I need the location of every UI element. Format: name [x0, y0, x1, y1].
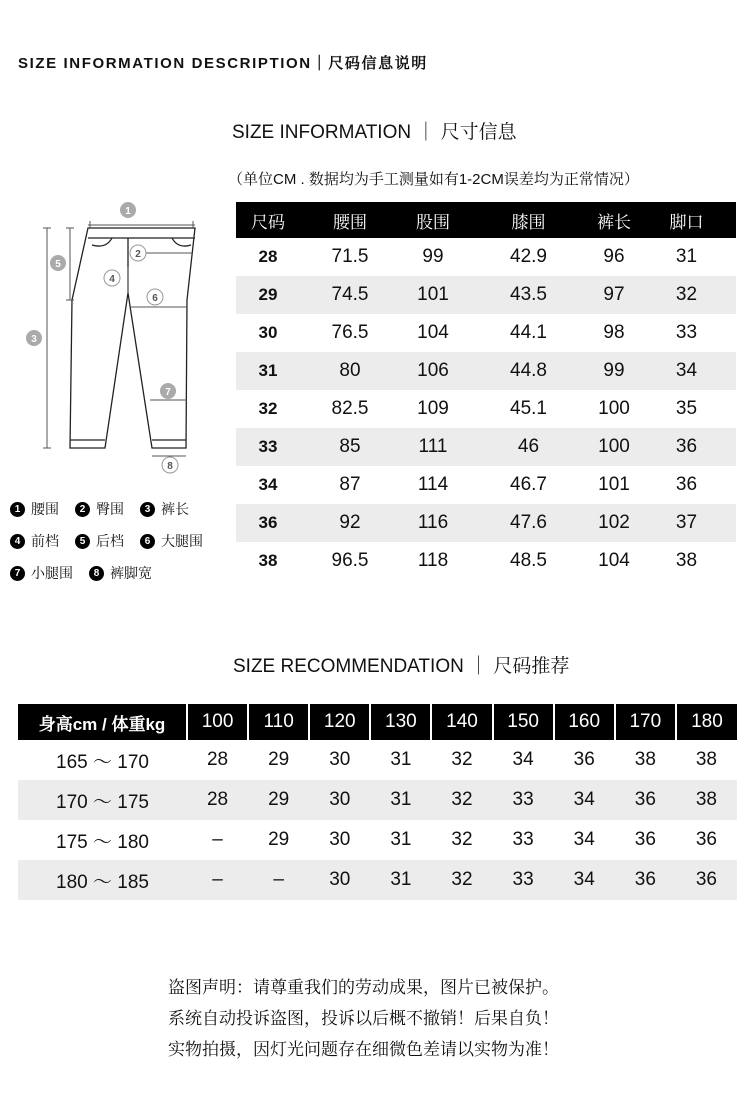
svg-text:8: 8	[167, 461, 173, 472]
table-row	[236, 352, 736, 390]
recommended-size-cell: 32	[451, 829, 473, 850]
measure-cell: 114	[417, 474, 449, 495]
svg-text:4: 4	[109, 274, 115, 285]
measure-cell: 38	[675, 550, 698, 571]
measure-cell: 46	[466, 428, 591, 466]
measure-cell: 111	[400, 428, 466, 466]
column-header: 腰围	[300, 202, 400, 238]
svg-text:6: 6	[152, 293, 158, 304]
number-badge-icon: 8	[89, 566, 104, 581]
recommended-size-cell: 30	[309, 780, 370, 820]
weight-header: 130	[370, 704, 431, 740]
measure-cell: 35	[675, 398, 698, 419]
column-header: 脚口	[637, 202, 736, 238]
table-row	[18, 780, 737, 820]
pants-diagram	[20, 195, 220, 480]
number-badge-icon: 1	[10, 502, 25, 517]
measurement-legend	[10, 493, 219, 589]
size-recommendation-title: SIZE RECOMMENDATION ｜ 尺码推荐	[233, 656, 570, 677]
svg-text:1: 1	[125, 206, 131, 217]
recommended-size-cell: 30	[329, 749, 351, 770]
recommended-size-cell: 36	[615, 780, 676, 820]
recommended-size-cell: 36	[615, 860, 676, 900]
notice-line: 盗图声明：请尊重我们的劳动成果，图片已被保护。	[168, 978, 559, 997]
size-cell: 32	[258, 399, 278, 418]
recommended-size-cell: –	[187, 860, 248, 900]
height-range-cell: 165 ～ 170	[56, 751, 149, 773]
number-badge-icon: 6	[140, 534, 155, 549]
table-row	[236, 504, 736, 542]
height-range-cell: 180 ～ 185	[18, 860, 187, 900]
table-row	[236, 314, 736, 352]
notice-line: 系统自动投诉盗图，投诉以后概不撤销！后果自负！	[168, 1009, 559, 1028]
marker-4-icon	[104, 270, 120, 286]
measure-cell: 98	[603, 322, 625, 343]
legend-item: 3 裤长	[140, 499, 189, 519]
recommended-size-cell: 33	[493, 860, 554, 900]
measure-cell: 100	[591, 428, 637, 466]
recommended-size-cell: 33	[493, 780, 554, 820]
number-badge-icon: 5	[75, 534, 90, 549]
svg-text:5: 5	[55, 259, 61, 270]
legend-item: 2 臀围	[75, 499, 124, 519]
marker-7-icon	[160, 383, 176, 399]
measure-cell: 44.8	[466, 352, 591, 390]
measure-cell: 104	[417, 322, 449, 343]
weight-header: 110	[248, 704, 309, 740]
column-header: 尺码	[236, 202, 300, 238]
size-cell: 28	[258, 247, 278, 266]
pants-outline-icon	[70, 228, 195, 448]
measure-cell: 46.7	[510, 474, 547, 495]
table-row	[18, 820, 737, 860]
weight-header: 150	[493, 704, 554, 740]
size-cell: 38	[258, 551, 278, 570]
measure-cell: 97	[591, 276, 637, 314]
recommended-size-cell: 36	[573, 749, 595, 770]
recommended-size-cell: 28	[187, 780, 248, 820]
measure-cell: 109	[417, 398, 449, 419]
recommended-size-cell: 32	[431, 860, 492, 900]
table-header-row	[18, 704, 737, 740]
weight-header: 120	[309, 704, 370, 740]
recommended-size-cell: –	[212, 829, 223, 850]
legend-item: 8 裤脚宽	[89, 563, 152, 583]
legend-item: 4 前档	[10, 531, 59, 551]
recommended-size-cell: 30	[309, 860, 370, 900]
column-header: 股围	[400, 202, 466, 238]
weight-header: 180	[676, 704, 737, 740]
measure-cell: 32	[637, 276, 736, 314]
table-row	[18, 860, 737, 900]
table-row	[236, 542, 736, 580]
measure-lines	[43, 221, 195, 456]
legend-item: 5 后档	[75, 531, 124, 551]
size-cell: 30	[258, 323, 278, 342]
recommended-size-cell: 31	[390, 749, 412, 770]
corner-header: 身高cm / 体重kg	[18, 704, 187, 740]
measure-cell: 99	[591, 352, 637, 390]
recommended-size-cell: 34	[512, 749, 534, 770]
marker-3-icon	[26, 330, 42, 346]
svg-text:2: 2	[135, 249, 141, 260]
marker-6-icon	[147, 289, 163, 305]
measure-cell: 48.5	[510, 550, 547, 571]
measure-cell: 36	[637, 428, 736, 466]
recommended-size-cell: 31	[370, 860, 431, 900]
measure-cell: 101	[598, 474, 630, 495]
column-header: 裤长	[591, 202, 637, 238]
recommended-size-cell: 31	[370, 780, 431, 820]
size-cell: 34	[258, 475, 278, 494]
size-recommendation-table	[18, 704, 737, 900]
recommended-size-cell: 38	[634, 749, 656, 770]
notice-line: 实物拍摄，因灯光问题存在细微色差请以实物为准！	[168, 1040, 559, 1059]
measure-cell: 76.5	[331, 322, 369, 343]
height-range-cell: 170 ～ 175	[18, 780, 187, 820]
measure-cell: 100	[598, 398, 630, 419]
measure-cell: 36	[675, 474, 698, 495]
size-info-title: SIZE INFORMATION ｜ 尺寸信息	[232, 122, 517, 143]
size-cell: 29	[236, 276, 300, 314]
size-cell: 33	[236, 428, 300, 466]
measure-cell: 74.5	[300, 276, 400, 314]
weight-header: 170	[615, 704, 676, 740]
recommended-size-cell: 38	[676, 780, 737, 820]
number-badge-icon: 3	[140, 502, 155, 517]
number-badge-icon: 2	[75, 502, 90, 517]
measure-cell: 118	[417, 550, 449, 571]
recommended-size-cell: 36	[695, 829, 717, 850]
recommended-size-cell: 29	[268, 829, 290, 850]
table-row	[236, 390, 736, 428]
number-badge-icon: 7	[10, 566, 25, 581]
recommended-size-cell: 36	[634, 829, 656, 850]
measure-cell: 37	[637, 504, 736, 542]
height-range-cell: 175 ～ 180	[56, 831, 149, 853]
measure-cell: 34	[637, 352, 736, 390]
size-info-table	[236, 202, 736, 580]
size-cell: 36	[236, 504, 300, 542]
marker-1-icon	[120, 202, 136, 218]
measure-cell: 106	[400, 352, 466, 390]
recommended-size-cell: 33	[512, 829, 534, 850]
recommended-size-cell: 32	[431, 780, 492, 820]
table-row	[18, 740, 737, 780]
svg-text:3: 3	[31, 334, 37, 345]
legend-item: 1 腰围	[10, 499, 59, 519]
measure-cell: 101	[400, 276, 466, 314]
legend-item: 6 大腿围	[140, 531, 203, 551]
measure-cell: 47.6	[466, 504, 591, 542]
measure-cell: 33	[675, 322, 698, 343]
marker-5-icon	[50, 255, 66, 271]
measure-cell: 85	[300, 428, 400, 466]
marker-2-icon	[130, 245, 146, 261]
size-cell: 31	[236, 352, 300, 390]
measure-cell: 96	[603, 246, 625, 267]
number-badge-icon: 4	[10, 534, 25, 549]
table-header-row	[236, 202, 736, 238]
measure-cell: 42.9	[510, 246, 547, 267]
measure-cell: 80	[300, 352, 400, 390]
table-row	[236, 428, 736, 466]
weight-header: 100	[187, 704, 248, 740]
measure-cell: 99	[422, 246, 444, 267]
measure-cell: 104	[598, 550, 630, 571]
recommended-size-cell: 32	[451, 749, 473, 770]
measure-cell: 82.5	[331, 398, 369, 419]
recommended-size-cell: 28	[206, 749, 229, 770]
table-row	[236, 276, 736, 314]
table-row	[236, 238, 736, 276]
legend-item: 7 小腿围	[10, 563, 73, 583]
recommended-size-cell: 34	[554, 780, 615, 820]
column-header: 膝围	[466, 202, 591, 238]
recommended-size-cell: 38	[695, 749, 717, 770]
copyright-notice	[168, 972, 559, 1065]
measure-cell: 92	[300, 504, 400, 542]
svg-text:7: 7	[165, 387, 171, 398]
recommended-size-cell: 29	[268, 749, 290, 770]
recommended-size-cell: 30	[329, 829, 351, 850]
page-title: SIZE INFORMATION DESCRIPTION｜尺码信息说明	[18, 55, 428, 72]
measure-cell: 45.1	[510, 398, 547, 419]
recommended-size-cell: 31	[390, 829, 412, 850]
measure-cell: 102	[591, 504, 637, 542]
measure-cell: 71.5	[331, 246, 369, 267]
weight-header: 140	[431, 704, 492, 740]
measure-cell: 116	[400, 504, 466, 542]
table-row	[236, 466, 736, 504]
recommended-size-cell: 36	[676, 860, 737, 900]
measure-cell: 43.5	[466, 276, 591, 314]
recommended-size-cell: 34	[554, 860, 615, 900]
recommended-size-cell: 29	[248, 780, 309, 820]
measure-cell: 96.5	[331, 550, 369, 571]
measure-cell: 31	[675, 246, 698, 267]
weight-header: 160	[554, 704, 615, 740]
marker-8-icon	[162, 457, 178, 473]
measure-cell: 44.1	[510, 322, 547, 343]
measure-cell: 87	[339, 474, 361, 495]
size-info-note: （单位CM . 数据均为手工测量如有1-2CM误差均为正常情况）	[228, 171, 639, 188]
recommended-size-cell: 34	[573, 829, 595, 850]
recommended-size-cell: –	[248, 860, 309, 900]
